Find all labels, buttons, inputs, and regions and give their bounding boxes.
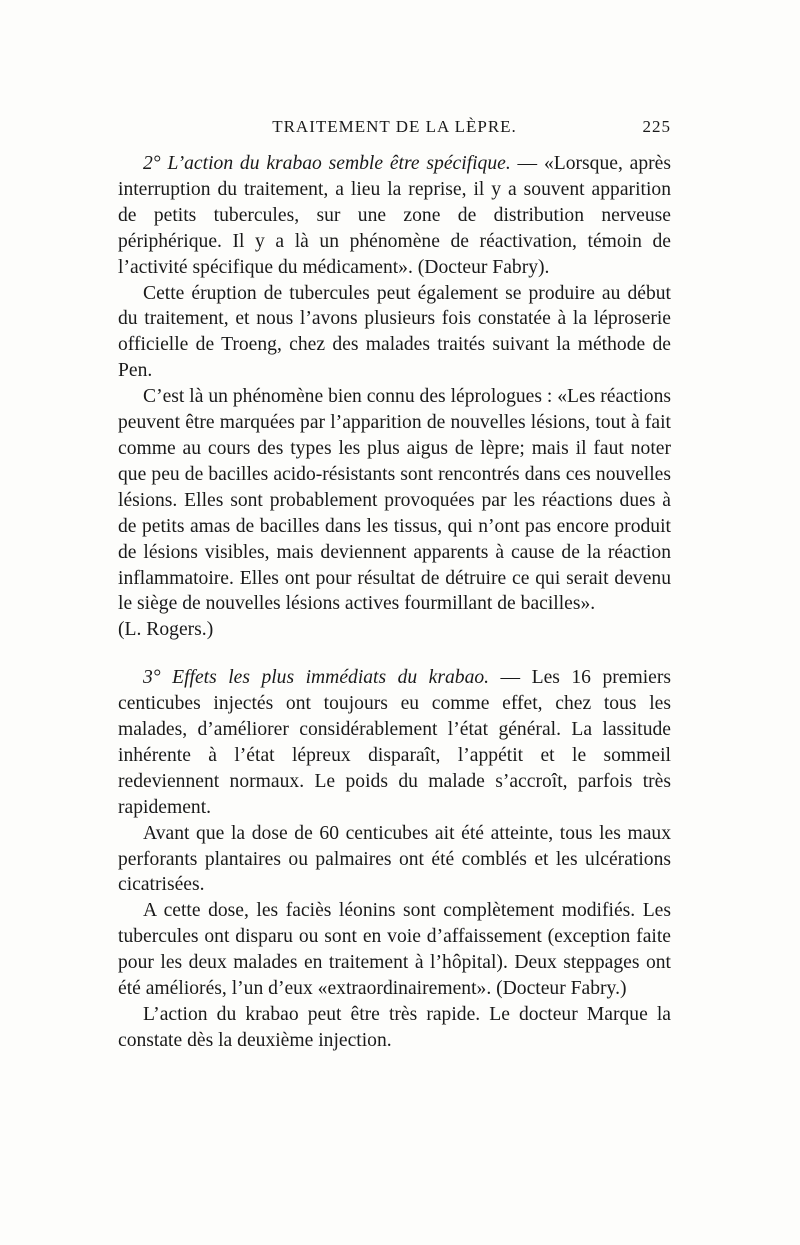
paragraph-immediate-effects bbox=[118, 665, 671, 820]
paragraph-specific-action bbox=[118, 151, 671, 281]
body-text bbox=[118, 151, 671, 1054]
running-title: TRAITEMENT DE LA LÈPRE. bbox=[272, 117, 517, 136]
page-number: 225 bbox=[642, 117, 671, 136]
paragraph-dose-60: Avant que la dose de 60 centicubes ait été atteinte, tous les maux perforants plantaires ou palmaires ont été comblés et les ulcérations cicatrisées. bbox=[118, 822, 671, 896]
section-heading-2: 2° L’action du krabao semble être spécifique. bbox=[143, 153, 511, 174]
section-heading-3: 3° Effets les plus immédiats du krabao. bbox=[143, 667, 490, 689]
paragraph-text: — «Lorsque, après interruption du traitement, a lieu la reprise, il y a souvent apparition de petits tubercules, sur une zone de distribution nerveuse périphérique. Il y a là un phénomène de réactivation, témoin de l’activité spécifique du médicament». (Docteur Fabry). bbox=[118, 153, 671, 278]
paragraph-rapid-action: L’action du krabao peut être très rapide. Le docteur Marque la constate dès la deuxième injection. bbox=[118, 1004, 671, 1051]
paragraph-eruption: Cette éruption de tubercules peut également se produire au début du traitement, et nous l’avons plusieurs fois constatée à la léproserie officielle de Troeng, chez des malades traités suivant la méthode de Pen. bbox=[118, 282, 671, 382]
paragraph-text: — Les 16 premiers centicubes injectés ont toujours eu comme effet, chez tous les malades, d’améliorer considérablement l’état général. La lassitude inhérente à l’état lépreux disparaît, l’appétit et le sommeil redeviennent normaux. Le poids du malade s’accroît, parfois très rapidement. bbox=[118, 667, 671, 818]
citation-rogers: (L. Rogers.) bbox=[118, 619, 214, 641]
paragraph-rogers-quote: C’est là un phénomène bien connu des léprologues : «Les réactions peuvent être marquées par l’apparition de nouvelles lésions, tout à fait comme au cours des types les plus aigus de lèpre; mais il faut noter que peu de bacilles acido-résistants sont rencontrés dans ces nouvelles lésions. Elles sont probablement provoquées par les réactions dues à de petits amas de bacilles dans les tissus, qui n’ont pas encore produit de lésions visibles, mais deviennent apparents à cause de la réaction inflammatoire. Elles ont pour résultat de détruire ce qui serait devenu le siège de nouvelles lésions actives fourmillant de bacilles». bbox=[118, 386, 671, 615]
paragraph-facies: A cette dose, les faciès léonins sont complètement modifiés. Les tubercules ont disparu ou sont en voie d’affaissement (exception faite pour les deux malades en traitement à l’hôpital). Deux steppages ont été améliorés, l’un d’eux «extraordinairement». (Docteur Fabry.) bbox=[118, 900, 671, 1000]
running-header bbox=[118, 117, 671, 141]
